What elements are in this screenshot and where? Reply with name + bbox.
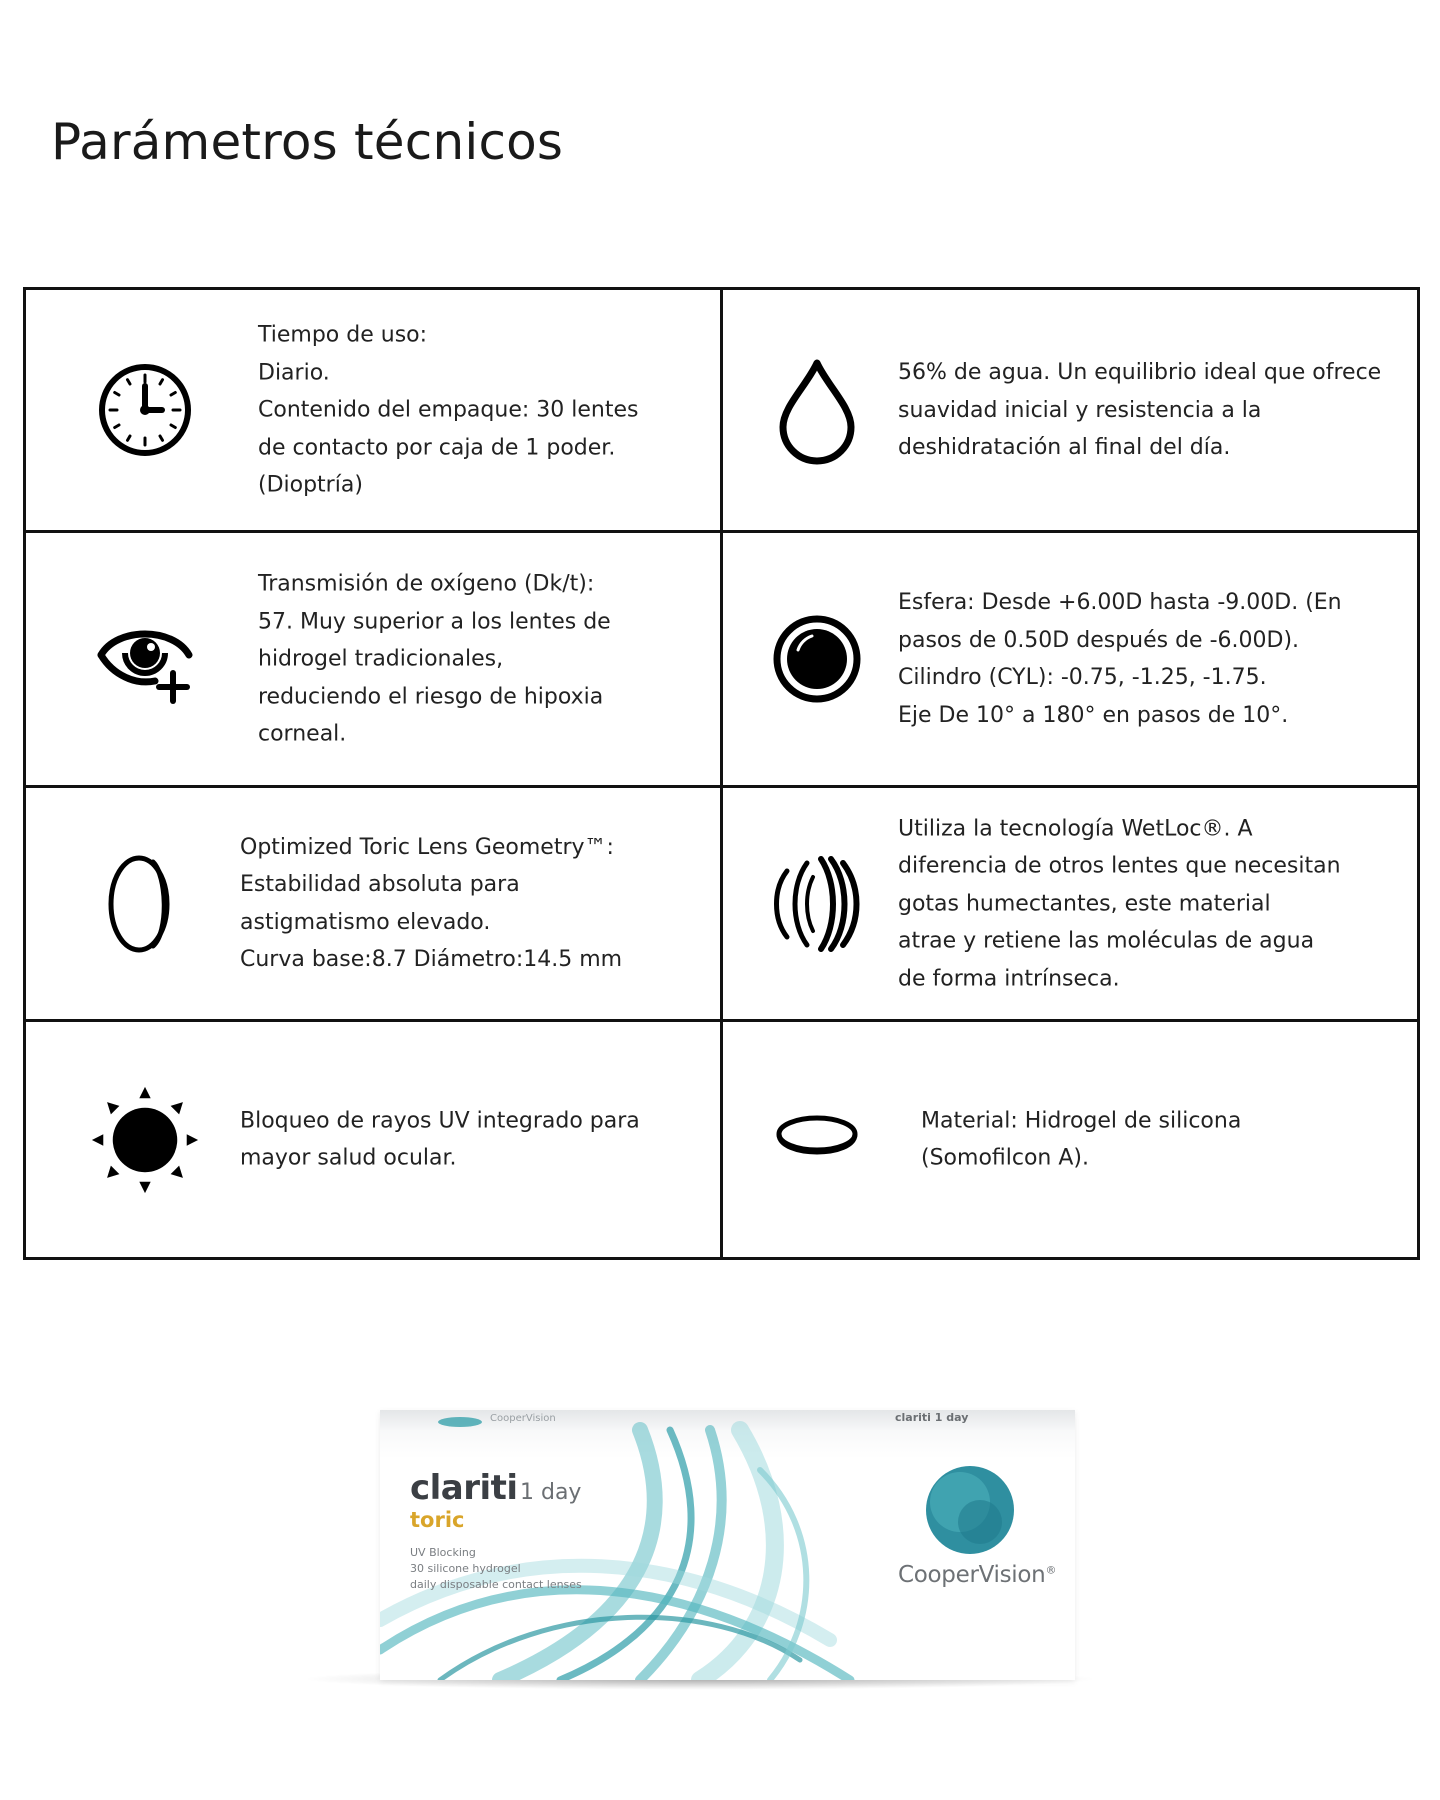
maker-mark: ® xyxy=(1045,1563,1057,1577)
spec-cell-toric xyxy=(26,788,723,1022)
contact-lens-icon xyxy=(762,1085,872,1195)
maker-logo-text xyxy=(898,1562,1056,1588)
sun-icon xyxy=(90,1085,200,1195)
spec-cell-uv xyxy=(26,1022,723,1257)
specs-table xyxy=(23,287,1420,1260)
spec-text-oxygen: Transmisión de oxígeno (Dk/t): 57. Muy superior a los lentes de hidrogel tradicionales, reduciendo el riesgo de hipoxia corneal. xyxy=(258,571,611,747)
spec-text-wetloc: Utiliza la tecnología WetLoc®. A diferencia de otros lentes que necesitan gotas humectantes, este material atrae y retiene las moléculas de agua de forma intrínseca. xyxy=(898,815,1341,991)
box-top-maker: CooperVision xyxy=(490,1413,556,1424)
spec-cell-material xyxy=(723,1022,1417,1257)
spec-text-material: Material: Hidrogel de silicona (Somofilcon A). xyxy=(921,1108,1242,1171)
spec-cell-sphere xyxy=(723,533,1417,788)
spec-text-uv: Bloqueo de rayos UV integrado para mayor salud ocular. xyxy=(240,1108,640,1171)
spec-cell-usage xyxy=(26,290,723,533)
brand-suffix: 1 day xyxy=(520,1480,582,1505)
eye-plus-icon xyxy=(90,604,200,714)
box-top-brand: clariti 1 day xyxy=(895,1411,969,1424)
brand-name: clariti xyxy=(410,1468,518,1508)
spec-cell-water xyxy=(723,290,1417,533)
box-line-type: daily disposable contact lenses xyxy=(410,1578,582,1591)
brand-variant: toric xyxy=(410,1508,465,1532)
product-box xyxy=(380,1410,1075,1680)
spec-cell-oxygen xyxy=(26,533,723,788)
spec-cell-wetloc xyxy=(723,788,1417,1022)
clock-icon xyxy=(90,355,200,465)
page-title: Parámetros técnicos xyxy=(51,113,564,171)
spec-text-water: 56% de agua. Un equilibrio ideal que ofrece suavidad inicial y resistencia a la deshidratación al final del día. xyxy=(898,359,1382,460)
toric-lens-icon xyxy=(90,849,200,959)
box-line-uv: UV Blocking xyxy=(410,1546,476,1559)
spec-text-toric: Optimized Toric Lens Geometry™: Estabilidad absoluta para astigmatismo elevado. Curva base:8.7 Diámetro:14.5 mm xyxy=(240,834,623,972)
box-line-count: 30 silicone hydrogel xyxy=(410,1562,521,1575)
wetloc-waves-icon xyxy=(762,849,872,959)
maker-name: CooperVision xyxy=(898,1562,1046,1588)
spec-text-sphere: Esfera: Desde +6.00D hasta -9.00D. (En pasos de 0.50D después de -6.00D). Cilindro (CYL): -0.75, -1.25, -1.75. Eje De 10° a 180° en pasos de 10°. xyxy=(898,590,1342,728)
water-drop-icon xyxy=(762,355,872,465)
box-swirl-art xyxy=(380,1410,1075,1680)
spec-text-usage: Tiempo de uso: Diario. Contenido del empaque: 30 lentes de contacto por caja de 1 poder. (Dioptría) xyxy=(258,322,639,498)
lens-target-icon xyxy=(762,604,872,714)
product-image xyxy=(330,1390,1130,1720)
